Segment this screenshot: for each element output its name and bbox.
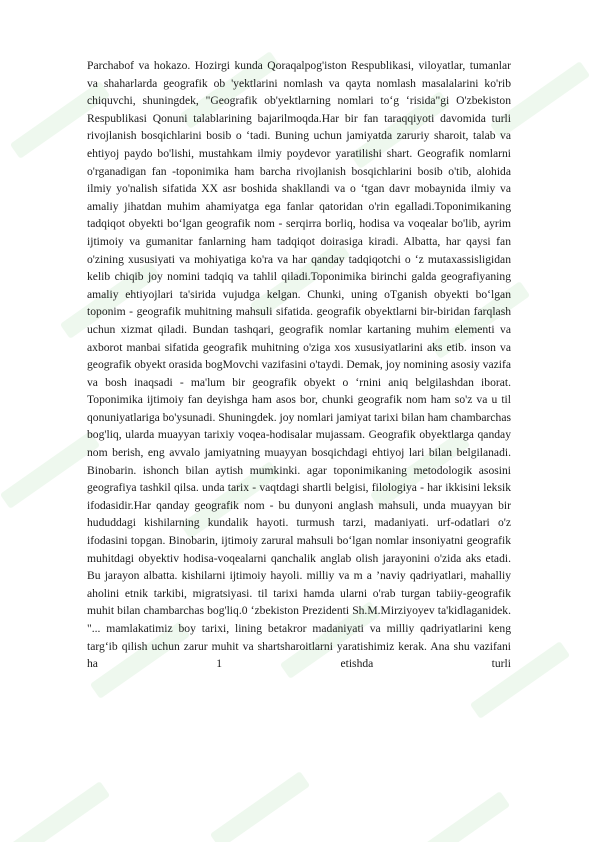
watermark-stripe xyxy=(410,791,510,842)
watermark-stripe xyxy=(10,781,110,842)
watermark-stripe xyxy=(210,771,310,842)
body-paragraph: Parchabof va hokazo. Hozirgi kunda Qoraqalpog'iston Respublikasi, viloyatlar, tumanlar va shaharlarda geografik ob 'yektlarini nomlash va qayta nomlash masalalarini ko'rib chiquvchi, shuningdek, "Geografik ob'yektlarning nomlari to‘g ‘risida"gi O'zbekiston Respublikasi Qonuni talablarining bajarilmoqda.Har bir fan taraqqiyoti davomida turli rivojlanish bosqichlarini bosib o ‘tadi. Buning uchun jamiyatda zaruriy sharoit, talab va ehtiyoj paydo bo'lishi, mustahkam ilmiy poydevor yaratilishi shart. Geografik nomlarni o'rganadigan fan -toponimika ham barcha rivojlanish bosqichlarini bosib o'tib, alohida ilmiy yo'nalish sifatida XX asr boshida shakllandi va o ‘tgan davr mobaynida ilmiy va amaliy jihatdan muhim ahamiyatga ega fanlar qatoridan o'rin egalladi.Toponimikaning tadqiqot obyekti bo‘lgan geografik nom - serqirra borliq, hodisa va voqealar bo'lib, ayrim ijtimoiy va gumanitar fanlarning ham tadqiqot doirasiga kiradi. Albatta, har qaysi fan o'zining xususiyati va mohiyatiga ko'ra va har qanday tadqiqotchi o ‘z mutaxassisligidan kelib chiqib joy nomini tadqiq va tahlil qiladi.Toponimika birinchi galda geografiyaning amaliy ehtiyojlari ta'sirida vujudga kelgan. Chunki, uning oTganish obyekti bo‘lgan toponim - geografik muhitning mahsuli sifatida. geografik obyektlarni bir-biridan farqlash uchun xizmat qiladi. Bundan tashqari, geografik nomlar kartaning muhim elementi va axborot manbai sifatida geografik muhitning o'ziga xos xususiyatlarini aks etib. inson va geografik obyekt orasida bogMovchi vazifasini o'taydi. Demak, joy nomining asosiy vazifa va bosh inaqsadi - ma'lum bir geografik obyekt o ‘rnini aniq belgilashdan iborat. Toponimika ijtimoiy fan deyishga ham asos bor, chunki geografik nom ham so'z va u til qonuniyatlariga bo'ysunadi. Shuningdek. joy nomlari jamiyat tarixi bilan ham chambarchas bog'liq, ularda muayyan tarixiy voqea-hodisalar mujassam. Geografik obyektlarga qanday nom berish, eng avvalo jamiyatning muayyan bosqichdagi ehtiyoj lari bilan belgilanadi. Binobarin. ishonch bilan aytish mumkinki. agar toponimikaning metodologik asosini geografiya tashkil qilsa. unda tarix - vaqtdagi shartli belgisi, filologiya - har ikkisini leksik ifodasidir.Har qanday geografik nom - bu dunyoni anglash mahsuli, unda muayyan bir hududdagi kishilarning kundalik hayoti. turmush tarzi, madaniyati. urf-odatlari o'z ifodasini topgan. Binobarin, ijtimoiy zarural mahsuli bo‘lgan nomlar insoniyatni geografik muhitdagi obyektiv hodisa-voqealarni qanchalik anglab olish jarayonini o'zida aks etadi. Bu jarayon albatta. kishilarni ijtimoiy hayoli. milliy va m a ’naviy qadriyatlari, mahalliy aholini etnik tarkibi, migratsiyasi. til tarixi hamda ularni o'rab turgan tabiiy-geografik muhit bilan chambarchas bog'liq.0 ‘zbekiston Prezidenti Sh.M.Mirziyoyev ta'kidlaganidek. "... mamlakatimiz boy tarixi, lining betakror madaniyati va milliy qadriyatlarini keng targ‘ib qilish uchun zarur muhit va shartsharoitlarni yaratishimiz kerak. Ana shu vazifani ha 1 etishda turli xyxy=(87,59,511,671)
watermark-stripe xyxy=(0,431,100,509)
